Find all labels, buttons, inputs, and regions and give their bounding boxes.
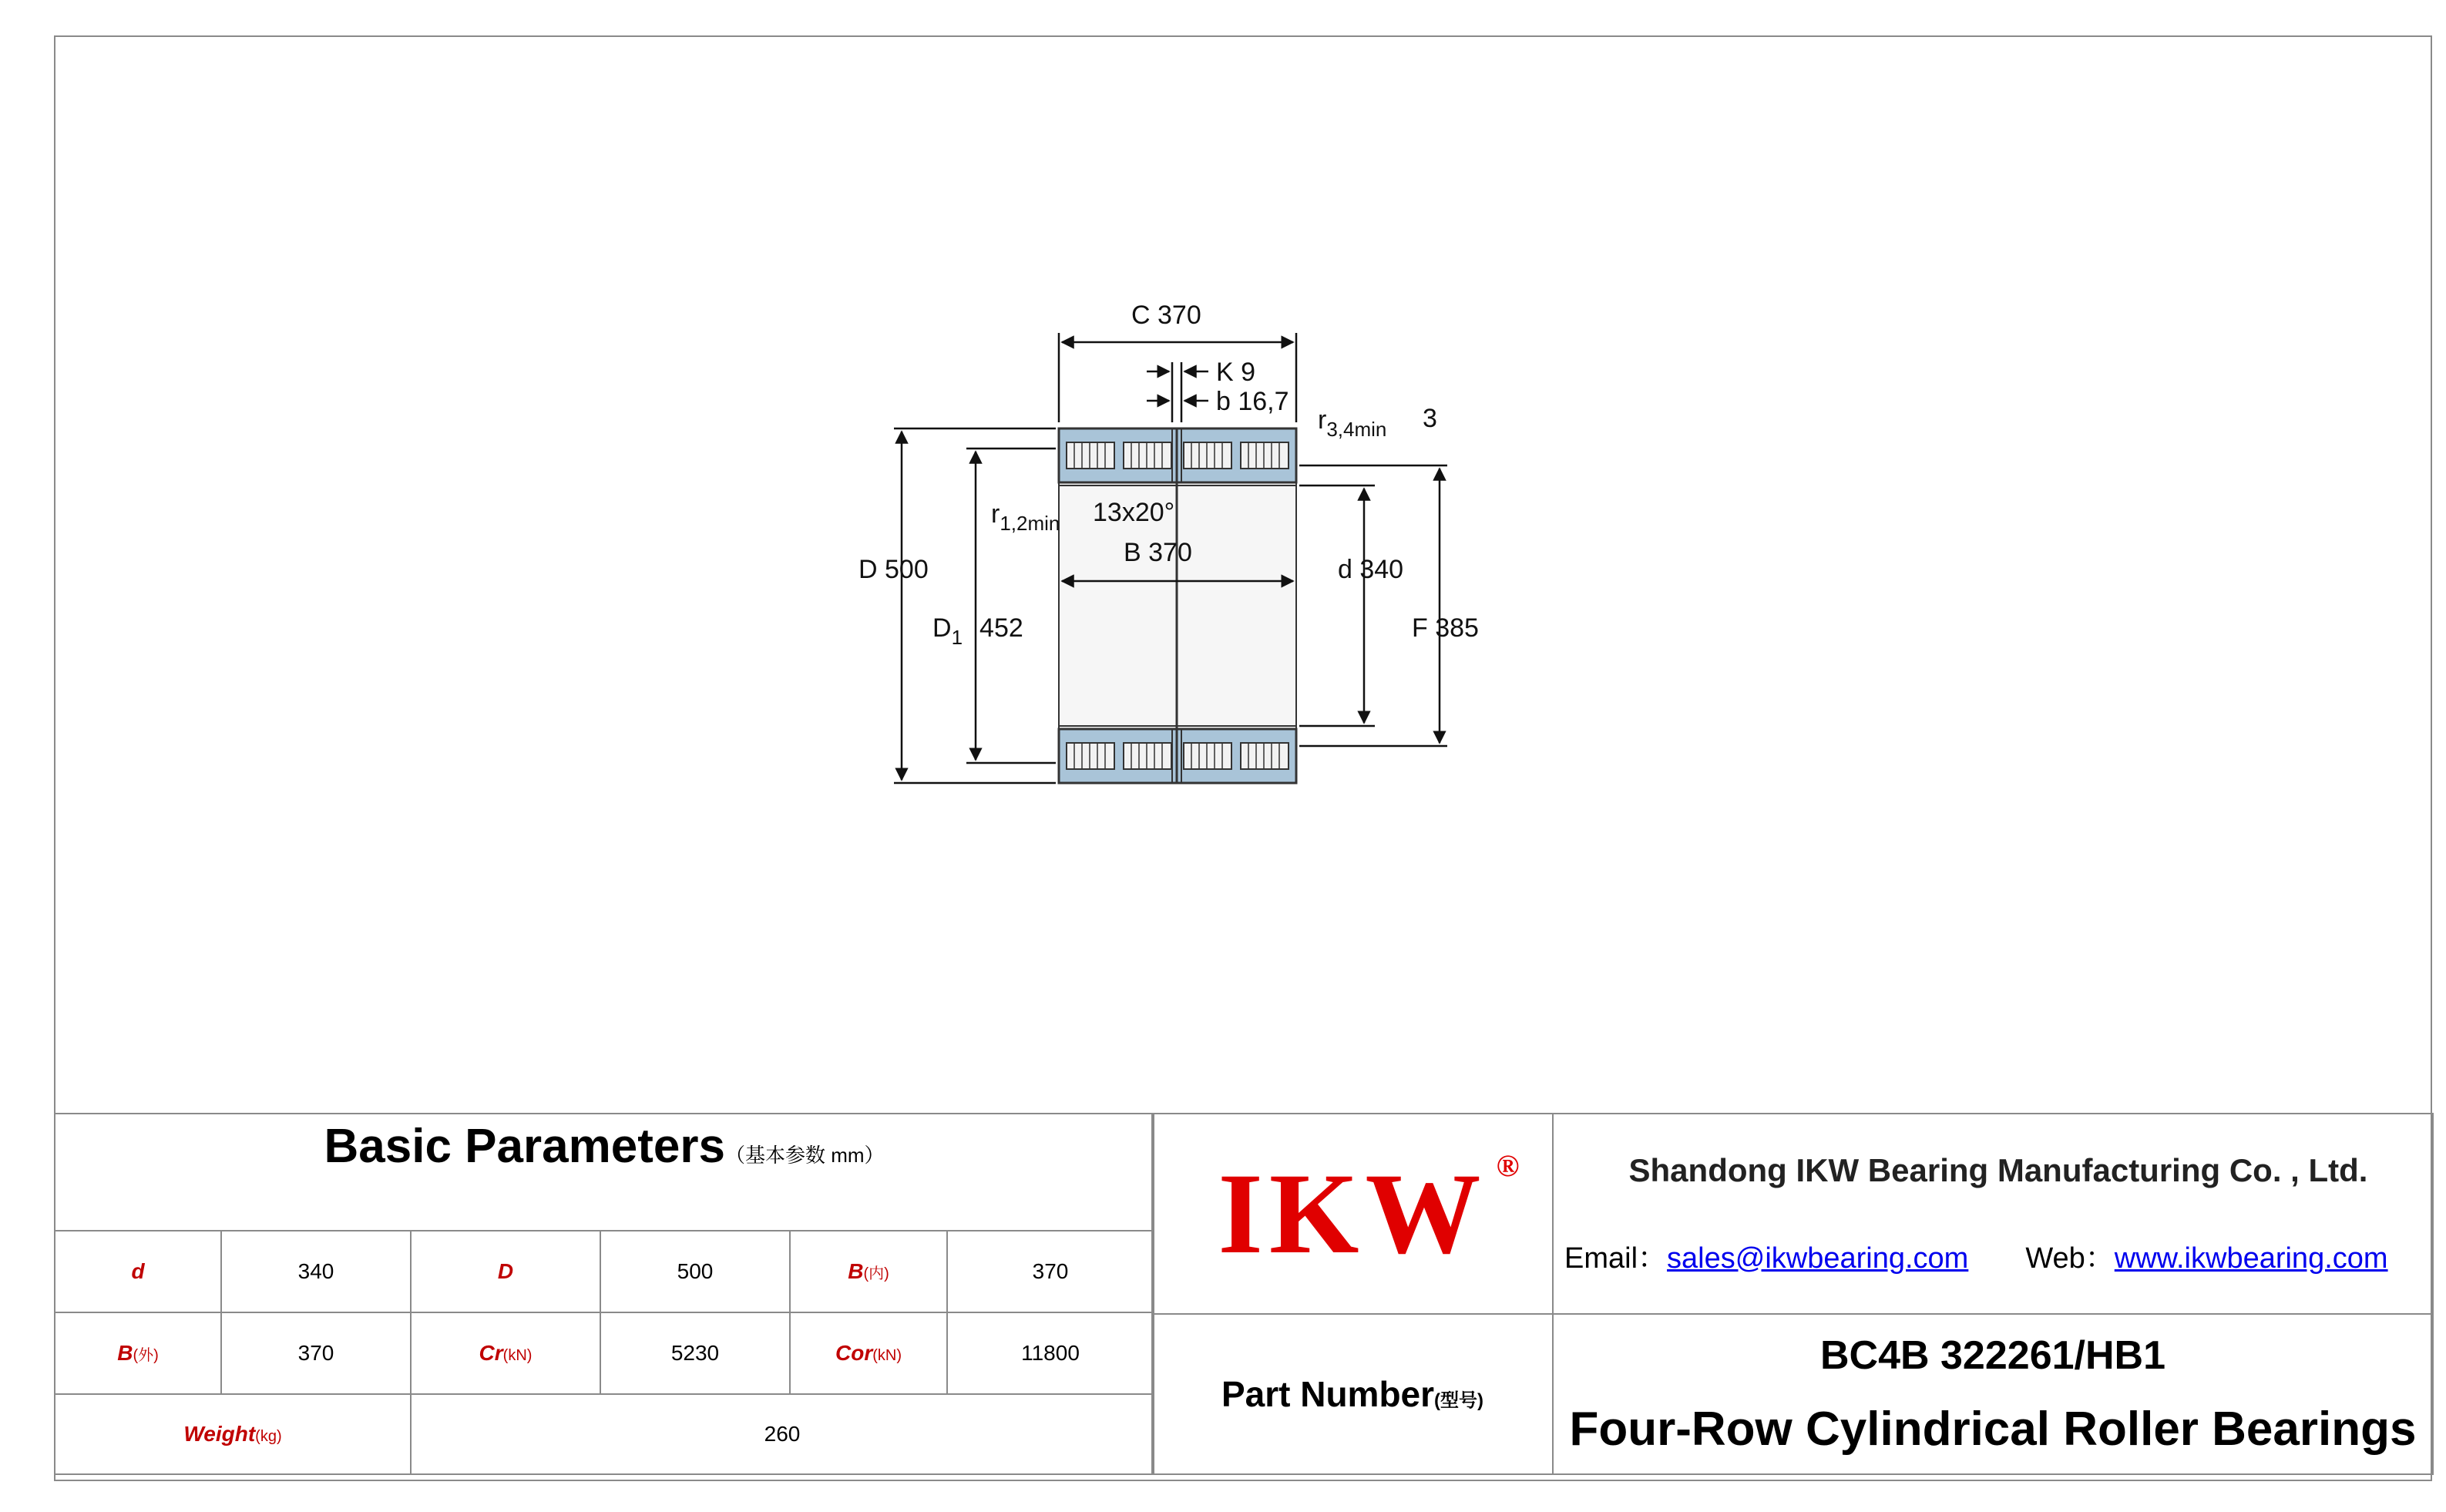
param-d-value: 340	[221, 1231, 411, 1312]
param-label-text: B	[117, 1341, 133, 1365]
dim-d-bore-label: d 340	[1338, 555, 1404, 584]
email-label: Email：	[1564, 1242, 1668, 1275]
param-label-unit: (外)	[133, 1347, 159, 1364]
ikw-logo	[1218, 1147, 1520, 1280]
basic-parameters-table	[54, 1113, 1154, 1475]
param-label-unit: (内)	[863, 1265, 889, 1282]
dim-d1-sub: 1	[951, 626, 963, 649]
param-outer-d-value: 500	[600, 1231, 790, 1312]
dim-d1-main: D	[932, 613, 952, 643]
bearing-section	[1059, 428, 1296, 783]
param-label-text: Weight	[183, 1422, 256, 1446]
dim-r34-label	[1318, 405, 1386, 441]
param-cor-value: 11800	[947, 1312, 1154, 1394]
logo-cell	[1152, 1114, 1553, 1314]
product-type: Four-Row Cylindrical Roller Bearings	[1569, 1402, 2417, 1456]
ikw-logo-text: IKW	[1218, 1150, 1487, 1278]
part-number-label-text: Part Number	[1221, 1374, 1435, 1414]
dim-b-label: B 370	[1124, 538, 1192, 567]
dim-r12-r: r	[991, 499, 1000, 529]
param-label-text: Cr	[479, 1341, 503, 1365]
basic-parameters-subtitle: （基本参数 mm）	[724, 1144, 885, 1167]
part-number-label-cell	[1152, 1314, 1553, 1474]
parameter-row-2	[55, 1312, 1154, 1394]
dim-k-label: K 9	[1216, 358, 1256, 387]
param-b-outer-label	[55, 1312, 221, 1394]
parameter-row-1	[55, 1231, 1154, 1312]
param-label-text: Cor	[835, 1341, 873, 1365]
param-cr-value: 5230	[600, 1312, 790, 1394]
param-b-outer-value: 370	[221, 1312, 411, 1394]
dim-r34-value: 3	[1423, 404, 1437, 433]
basic-parameters-title: Basic Parameters	[324, 1120, 725, 1173]
param-label-unit: (kg)	[255, 1428, 282, 1445]
dim-r12-label	[991, 499, 1060, 535]
dim-d1-value: 452	[979, 613, 1023, 643]
title-block-table	[1151, 1113, 2434, 1475]
dim-b-small-label: b 16,7	[1216, 387, 1289, 416]
param-b-inner-label	[790, 1231, 947, 1312]
dim-r12-sub: 1,2min	[1000, 512, 1060, 535]
param-cor-label	[790, 1312, 947, 1394]
contact-line	[1564, 1234, 2432, 1276]
param-weight-value: 260	[411, 1394, 1154, 1474]
company-name: Shandong IKW Bearing Manufacturing Co. , Ltd.	[1628, 1151, 2368, 1188]
part-number: BC4B 322261/HB1	[1819, 1332, 2166, 1378]
param-d-label	[55, 1231, 221, 1312]
param-label-text: B	[848, 1259, 864, 1283]
email-link[interactable]: sales@ikwbearing.com	[1667, 1242, 1969, 1275]
dim-r34-sub: 3,4min	[1326, 418, 1387, 441]
param-label-text: d	[131, 1259, 145, 1283]
param-b-inner-value: 370	[947, 1231, 1154, 1312]
param-label-text: D	[497, 1259, 514, 1283]
dim-d1-label	[932, 613, 1023, 649]
part-number-cell	[1553, 1314, 2433, 1474]
param-weight-label	[55, 1394, 411, 1474]
dim-angle-label: 13x20°	[1093, 498, 1175, 527]
dim-r34-r: r	[1318, 405, 1327, 435]
param-cr-label	[411, 1312, 600, 1394]
basic-parameters-header	[55, 1114, 1154, 1231]
web-label: Web：	[2025, 1242, 2115, 1275]
dim-f-label: F 385	[1412, 613, 1479, 643]
param-outer-d-label	[411, 1231, 600, 1312]
part-number-label-unit: (型号)	[1434, 1390, 1484, 1411]
registered-mark: ®	[1496, 1148, 1520, 1183]
company-cell	[1553, 1114, 2433, 1314]
dim-d-outer-label: D 500	[858, 555, 929, 584]
param-label-unit: (kN)	[502, 1347, 533, 1364]
dim-c-label: C 370	[1131, 301, 1201, 330]
param-label-unit: (kN)	[872, 1347, 902, 1364]
parameter-row-weight	[55, 1394, 1154, 1474]
web-link[interactable]: www.ikwbearing.com	[2114, 1242, 2388, 1275]
part-number-label	[1221, 1374, 1483, 1414]
